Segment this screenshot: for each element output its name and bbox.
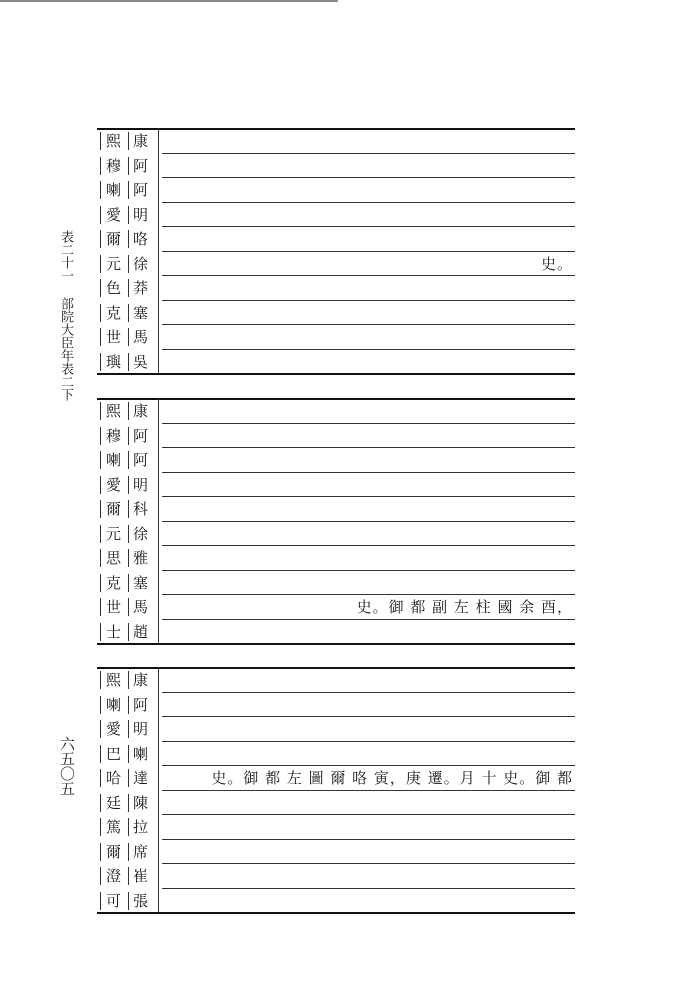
label-bar (128, 500, 129, 518)
row-label-char-2: 喇 (133, 744, 149, 763)
label-bar (100, 549, 101, 567)
label-bar (100, 892, 101, 910)
row-label (100, 350, 158, 374)
label-bar (128, 525, 129, 543)
label-bar (100, 451, 101, 469)
label-bar (128, 598, 129, 616)
column-divider (158, 398, 159, 643)
label-bar (100, 500, 101, 518)
label-bar (100, 769, 101, 787)
row-label-char-2: 塞 (133, 573, 149, 592)
row-label-char-2: 崔 (133, 867, 149, 885)
label-bar (100, 402, 101, 420)
row-label-char-1: 穆 (106, 156, 122, 175)
row-rule (162, 202, 575, 203)
label-bar (100, 181, 101, 199)
row-label (100, 424, 158, 448)
row-label-char-2: 吳 (133, 352, 149, 371)
table-top-rule (97, 667, 575, 669)
row-label-char-1: 廷 (106, 793, 122, 812)
row-rule (162, 226, 575, 227)
label-bar (100, 328, 101, 346)
row-label-char-2: 咯 (133, 230, 149, 248)
row-rule (162, 570, 575, 571)
table-top-rule (97, 128, 575, 130)
row-label-char-2: 康 (133, 132, 149, 150)
row-label (100, 840, 158, 864)
label-bar (100, 206, 101, 224)
row-entry: 史。御 都 左 圖 爾 咯 寅，庚 遷。月 十 史。御 都 (211, 769, 573, 787)
row-rule (162, 619, 575, 620)
label-bar (100, 427, 101, 445)
row-label-char-2: 馬 (133, 328, 149, 346)
row-label-char-1: 元 (106, 254, 122, 273)
row-rule (162, 888, 575, 889)
row-label (100, 791, 158, 815)
label-bar (128, 132, 129, 150)
row-label-char-1: 色 (106, 279, 122, 297)
row-label-char-2: 馬 (133, 598, 149, 616)
row-label-char-2: 拉 (133, 818, 149, 836)
label-bar (128, 843, 129, 861)
label-bar (128, 451, 129, 469)
row-label-char-1: 喇 (106, 695, 122, 714)
label-bar (128, 427, 129, 445)
row-rule (162, 496, 575, 497)
row-label-char-2: 陳 (133, 793, 149, 812)
row-rule (162, 177, 575, 178)
row-label (100, 301, 158, 325)
row-rule (162, 349, 575, 350)
page-number: 六五〇五 (58, 736, 76, 796)
label-bar (128, 671, 129, 689)
label-bar (128, 769, 129, 787)
label-bar (128, 206, 129, 224)
row-label-char-2: 阿 (133, 181, 149, 199)
row-label-char-1: 喇 (106, 181, 122, 199)
row-label (100, 178, 158, 202)
row-label (100, 815, 158, 839)
row-label-char-1: 世 (106, 328, 122, 346)
row-label-char-1: 愛 (106, 205, 122, 224)
row-rule (162, 275, 575, 276)
row-label (100, 399, 158, 423)
label-bar (128, 892, 129, 910)
row-label-char-2: 莽 (133, 279, 149, 297)
label-bar (100, 574, 101, 592)
label-bar (128, 867, 129, 885)
row-label-char-1: 巴 (106, 744, 122, 763)
label-bar (100, 476, 101, 494)
row-label (100, 203, 158, 227)
label-bar (100, 745, 101, 763)
row-label (100, 864, 158, 888)
row-label (100, 668, 158, 692)
label-bar (100, 598, 101, 616)
row-label-char-2: 科 (133, 500, 149, 518)
table-bottom-rule (97, 373, 575, 375)
label-bar (128, 181, 129, 199)
label-bar (128, 353, 129, 371)
row-rule (162, 863, 575, 864)
label-bar (128, 745, 129, 763)
label-bar (100, 525, 101, 543)
row-label (100, 693, 158, 717)
row-rule (162, 472, 575, 473)
row-rule (162, 814, 575, 815)
row-label-char-2: 徐 (133, 524, 149, 543)
label-bar (128, 549, 129, 567)
label-bar (100, 696, 101, 714)
row-label-char-1: 思 (106, 549, 122, 567)
row-rule (162, 521, 575, 522)
row-label-char-1: 士 (106, 622, 122, 641)
row-label-char-1: 熙 (106, 132, 122, 150)
label-bar (100, 230, 101, 248)
row-label (100, 227, 158, 251)
row-entry: 史。 (540, 254, 573, 273)
row-label (100, 252, 158, 276)
row-label-char-1: 爾 (106, 842, 122, 861)
row-label-char-1: 世 (106, 598, 122, 616)
label-bar (100, 132, 101, 150)
row-rule (162, 741, 575, 742)
row-label (100, 497, 158, 521)
row-label (100, 325, 158, 349)
row-label (100, 154, 158, 178)
row-label-char-2: 席 (133, 842, 149, 861)
row-label (100, 766, 158, 790)
label-bar (100, 794, 101, 812)
row-label (100, 595, 158, 619)
row-label-char-1: 澄 (106, 867, 122, 885)
row-label-char-2: 塞 (133, 303, 149, 322)
label-bar (100, 157, 101, 175)
row-label (100, 717, 158, 741)
column-divider (158, 667, 159, 912)
label-bar (128, 402, 129, 420)
row-label (100, 448, 158, 472)
top-edge-line (0, 0, 338, 2)
row-label (100, 889, 158, 913)
row-label-char-2: 張 (133, 891, 149, 910)
row-label-char-2: 康 (133, 671, 149, 689)
row-label-char-2: 阿 (133, 695, 149, 714)
row-label-char-1: 喇 (106, 451, 122, 469)
row-label-char-1: 爾 (106, 500, 122, 518)
margin-title: 表二十一 部院大臣年表二下 (58, 229, 73, 401)
label-bar (100, 353, 101, 371)
row-label-char-2: 明 (133, 720, 149, 738)
row-label-char-2: 達 (133, 769, 149, 787)
row-label (100, 546, 158, 570)
row-label-char-1: 元 (106, 524, 122, 543)
label-bar (128, 476, 129, 494)
row-label-char-1: 愛 (106, 475, 122, 494)
table-bottom-rule (97, 643, 575, 645)
row-rule (162, 153, 575, 154)
label-bar (128, 157, 129, 175)
label-bar (100, 867, 101, 885)
row-label-char-2: 徐 (133, 254, 149, 273)
row-rule (162, 790, 575, 791)
row-label (100, 620, 158, 644)
label-bar (128, 255, 129, 273)
row-label (100, 276, 158, 300)
label-bar (128, 304, 129, 322)
label-bar (128, 794, 129, 812)
table-bottom-rule (97, 912, 575, 914)
row-label-char-1: 穆 (106, 426, 122, 445)
row-label-char-1: 熙 (106, 671, 122, 689)
row-label (100, 571, 158, 595)
row-entry: 史。御 都 副 左 柱 國 余 酉， (356, 598, 573, 616)
row-label-char-1: 克 (106, 573, 122, 592)
row-label-char-1: 熙 (106, 402, 122, 420)
label-bar (100, 720, 101, 738)
row-rule (162, 716, 575, 717)
row-label-char-2: 阿 (133, 426, 149, 445)
row-label (100, 473, 158, 497)
row-label-char-1: 篤 (106, 818, 122, 836)
row-rule (162, 839, 575, 840)
row-label-char-1: 璵 (106, 352, 122, 371)
row-label-char-1: 爾 (106, 230, 122, 248)
row-label-char-2: 明 (133, 205, 149, 224)
row-label-char-2: 明 (133, 475, 149, 494)
row-label-char-2: 阿 (133, 156, 149, 175)
row-rule (162, 324, 575, 325)
label-bar (128, 328, 129, 346)
label-bar (100, 255, 101, 273)
row-label-char-2: 阿 (133, 451, 149, 469)
label-bar (128, 623, 129, 641)
row-label-char-1: 克 (106, 303, 122, 322)
row-rule (162, 300, 575, 301)
label-bar (128, 818, 129, 836)
label-bar (128, 696, 129, 714)
row-label-char-2: 雅 (133, 549, 149, 567)
label-bar (100, 304, 101, 322)
label-bar (128, 720, 129, 738)
label-bar (100, 818, 101, 836)
label-bar (128, 574, 129, 592)
row-label (100, 742, 158, 766)
label-bar (100, 623, 101, 641)
label-bar (100, 843, 101, 861)
row-rule (162, 447, 575, 448)
row-rule (162, 251, 575, 252)
row-label (100, 129, 158, 153)
row-label-char-1: 哈 (106, 769, 122, 787)
row-rule (162, 692, 575, 693)
row-label-char-2: 康 (133, 402, 149, 420)
row-rule (162, 423, 575, 424)
label-bar (100, 671, 101, 689)
row-rule (162, 545, 575, 546)
row-label-char-1: 可 (106, 891, 122, 910)
table-top-rule (97, 398, 575, 400)
row-label-char-1: 愛 (106, 720, 122, 738)
label-bar (100, 279, 101, 297)
row-label-char-2: 趙 (133, 622, 149, 641)
row-label (100, 522, 158, 546)
label-bar (128, 230, 129, 248)
column-divider (158, 128, 159, 373)
label-bar (128, 279, 129, 297)
